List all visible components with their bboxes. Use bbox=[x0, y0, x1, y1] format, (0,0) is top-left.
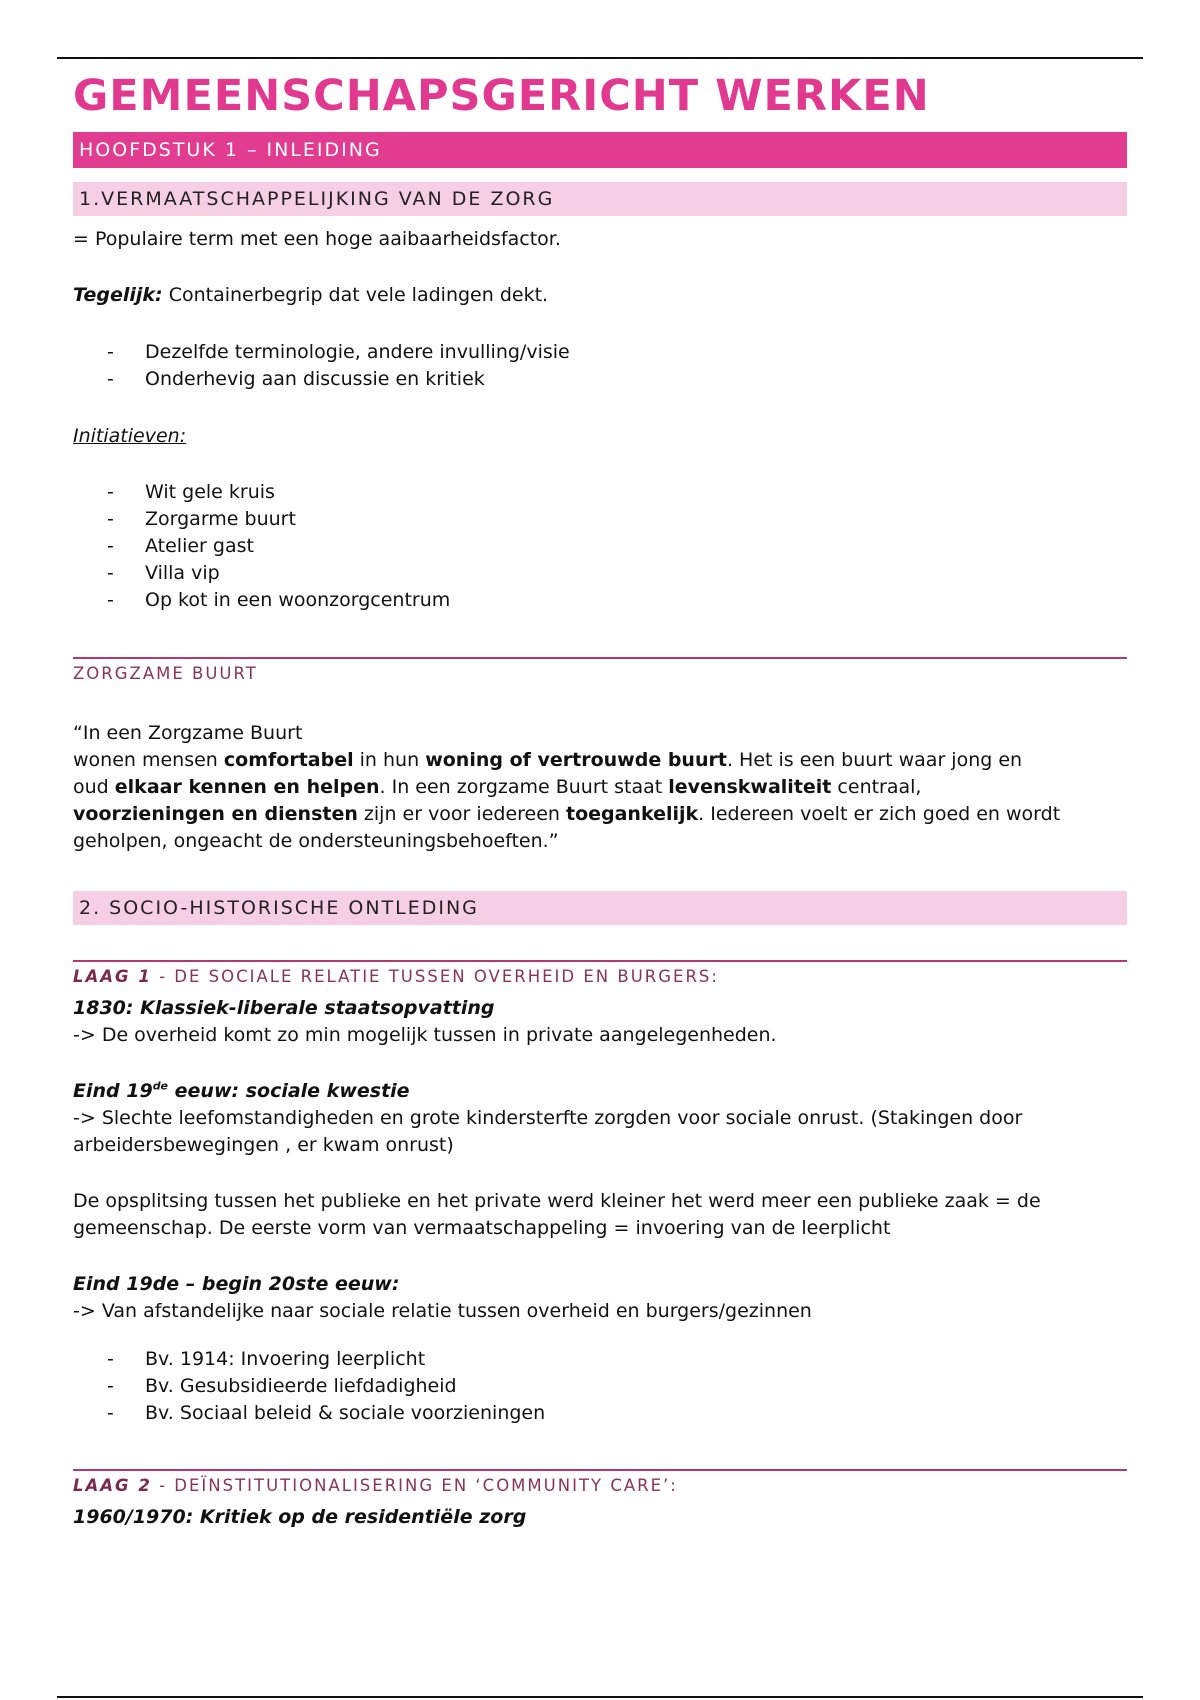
list-item: - Op kot in een woonzorgcentrum bbox=[73, 587, 1127, 614]
list-item: - Atelier gast bbox=[73, 533, 1127, 560]
list-item: - Bv. Sociaal beleid & sociale voorzieningen bbox=[73, 1400, 1127, 1427]
tegelijk-text: Containerbegrip dat vele ladingen dekt. bbox=[162, 284, 549, 306]
document-page bbox=[73, 70, 1127, 1531]
initiatieven-heading bbox=[73, 423, 1127, 450]
list-item: - Zorgarme buurt bbox=[73, 506, 1127, 533]
tegelijk-paragraph bbox=[73, 282, 1127, 309]
terminology-list bbox=[73, 339, 1127, 393]
definition-text: = Populaire term met een hoge aaibaarheidsfactor. bbox=[73, 228, 561, 250]
p1830-title: 1830: Klassiek-liberale staatsopvatting bbox=[73, 997, 495, 1019]
initiatieven-label: Initiatieven: bbox=[73, 425, 187, 447]
quote-line: oud elkaar kennen en helpen. In een zorgzame Buurt staat levenskwaliteit centraal, bbox=[73, 776, 922, 798]
opsplitsing-line: gemeenschap. De eerste vorm van vermaatschappeling = invoering van de leerplicht bbox=[73, 1217, 891, 1239]
tegelijk-label: Tegelijk: bbox=[73, 284, 163, 306]
list-item: - Bv. 1914: Invoering leerplicht bbox=[73, 1346, 1127, 1373]
list-item: - Dezelfde terminologie, andere invulling/visie bbox=[73, 339, 1127, 366]
opsplitsing-line: De opsplitsing tussen het publieke en het private werd kleiner het werd meer een publieke zaak = de bbox=[73, 1190, 1041, 1212]
eind19-line: -> Slechte leefomstandigheden en grote kindersterfte zorgden voor sociale onrust. (Stakingen door bbox=[73, 1107, 1023, 1129]
document-title: GEMEENSCHAPSGERICHT WERKEN bbox=[73, 71, 930, 121]
top-rule bbox=[57, 57, 1143, 59]
laag2-label: LAAG 2 bbox=[73, 1476, 152, 1495]
quote-line: geholpen, ongeacht de ondersteuningsbehoeften.” bbox=[73, 830, 559, 852]
laag1-label: LAAG 1 bbox=[73, 967, 152, 986]
list-item: - Bv. Gesubsidieerde liefdadigheid bbox=[73, 1373, 1127, 1400]
laag1-text: - DE SOCIALE RELATIE TUSSEN OVERHEID EN BURGERS: bbox=[151, 967, 719, 986]
list-item: - Villa vip bbox=[73, 560, 1127, 587]
laag2-text: - DEÏNSTITUTIONALISERING EN ‘COMMUNITY CARE’: bbox=[151, 1476, 678, 1495]
bottom-rule bbox=[57, 1696, 1143, 1698]
quote-line: voorzieningen en diensten zijn er voor iedereen toegankelijk. Iedereen voelt er zich goed en wordt bbox=[73, 803, 1061, 825]
begin20-text: -> Van afstandelijke naar sociale relatie tussen overheid en burgers/gezinnen bbox=[73, 1300, 812, 1322]
section-heading-1: 1.VERMAATSCHAPPELIJKING VAN DE ZORG bbox=[73, 182, 1127, 216]
laag1-heading bbox=[73, 960, 1127, 989]
laag2-heading bbox=[73, 1469, 1127, 1498]
zorgzame-quote bbox=[73, 720, 1127, 855]
quote-line: wonen mensen comfortabel in hun woning of vertrouwde buurt. Het is een buurt waar jong en bbox=[73, 749, 1023, 771]
eind19-line: arbeidersbewegingen , er kwam onrust) bbox=[73, 1134, 454, 1156]
list-item: - Wit gele kruis bbox=[73, 479, 1127, 506]
begin20-title: Eind 19de – begin 20ste eeuw: bbox=[73, 1273, 400, 1295]
examples-list bbox=[73, 1346, 1127, 1427]
quote-line: “In een Zorgzame Buurt bbox=[73, 722, 303, 744]
list-item: - Onderhevig aan discussie en kritiek bbox=[73, 366, 1127, 393]
p1960-title: 1960/1970: Kritiek op de residentiële zorg bbox=[73, 1506, 527, 1528]
section-heading-2: 2. SOCIO-HISTORISCHE ONTLEDING bbox=[73, 891, 1127, 925]
zorgzame-buurt-heading: ZORGZAME BUURT bbox=[73, 657, 1127, 686]
initiatives-list bbox=[73, 479, 1127, 614]
p1830-text: -> De overheid komt zo min mogelijk tussen in private aangelegenheden. bbox=[73, 1024, 777, 1046]
eind19-title: Eind 19de eeuw: sociale kwestie bbox=[73, 1079, 410, 1102]
chapter-heading: HOOFDSTUK 1 – INLEIDING bbox=[73, 132, 1127, 168]
